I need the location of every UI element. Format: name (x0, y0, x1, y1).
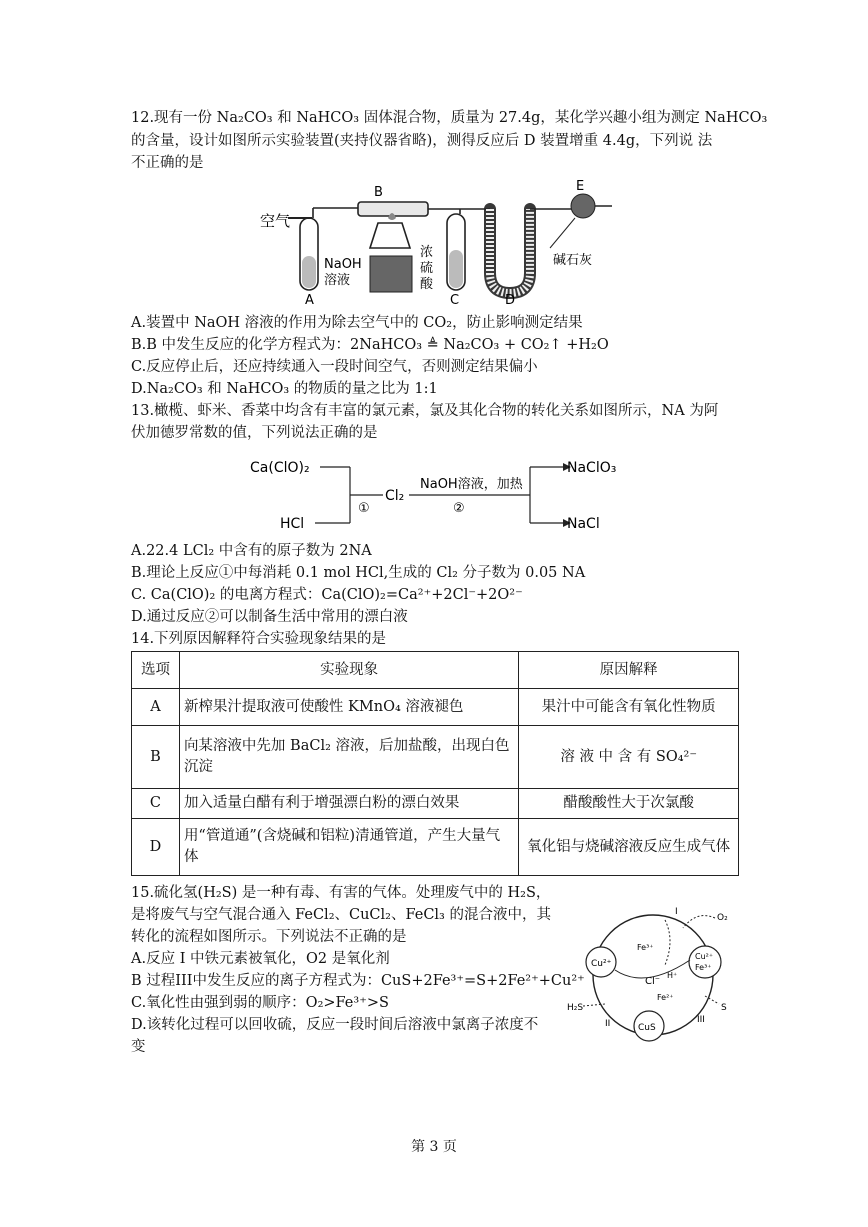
cl2-label: Cl₂ (385, 488, 405, 504)
cu-fe-label-fe: Fe³⁺ (695, 963, 712, 972)
cu-fe-node (689, 946, 721, 978)
q14-table (131, 651, 739, 876)
q12-stem-line2-end: 法 (697, 133, 713, 149)
row-reason: 果汁中可能含有氧化性物质 (519, 689, 739, 726)
q15-cycle-diagram (565, 900, 740, 1050)
fe3-label: Fe³⁺ (637, 943, 654, 952)
table-row (132, 819, 739, 876)
reaction-i-label: I (675, 907, 678, 917)
cus-label: CuS (638, 1023, 656, 1033)
reaction-iii-label: III (697, 1015, 705, 1025)
row-reason: 醋酸酸性大于次氯酸 (519, 789, 739, 819)
q14-stem: 14.下列原因解释符合实验现象结果的是 (131, 631, 387, 647)
row-option: C (132, 789, 180, 819)
row-phenomenon: 新榨果汁提取液可使酸性 KMnO₄ 溶液褪色 (179, 689, 518, 726)
q12-apparatus-figure (250, 178, 620, 308)
q15-option-a: A.反应 I 中铁元素被氧化，O2 是氧化剂 (131, 951, 390, 967)
q13-stem-line2: 伏加德罗常数的值，下列说法正确的是 (131, 425, 378, 441)
o2-label: O₂ (717, 913, 728, 923)
h2s-label: H₂S (567, 1003, 584, 1013)
page-footer: 第 3 页 (411, 1139, 457, 1155)
cu-label: Cu²⁺ (591, 959, 612, 969)
q13-stem-line1: 13.橄榄、虾米、香菜中均含有丰富的氯元素，氯及其化合物的转化关系如图所示，NA 为阿 (131, 403, 719, 419)
row-reason: 氧化铝与烧碱溶液反应生成气体 (519, 819, 739, 876)
q12-option-c: C.反应停止后，还应持续通入一段时间空气，否则测定结果偏小 (131, 359, 538, 375)
table-header-row (132, 652, 739, 689)
q13-option-a: A.22.4 LCl₂ 中含有的原子数为 2NA (131, 543, 372, 559)
step-1-label: ① (358, 501, 370, 516)
row-option: A (132, 689, 180, 726)
q15-stem-line1: 15.硫化氢(H₂S) 是一种有毒、有害的气体。处理废气中的 H₂S， (131, 885, 551, 901)
label-e: E (576, 179, 585, 194)
q12-stem-line2-main: 的含量，设计如图所示实验装置(夹持仪器省略)，测得反应后 D 装置增重 4.4g，下列说 (131, 133, 694, 149)
q12-option-d: D.Na₂CO₃ 和 NaHCO₃ 的物质的量之比为 1:1 (131, 381, 438, 397)
label-d: D (505, 293, 516, 308)
h-label: H⁺ (667, 971, 678, 980)
caclo2-label: Ca(ClO)₂ (250, 460, 310, 476)
naoh-label: NaOH (324, 257, 362, 272)
u-tube-d (490, 209, 530, 293)
reaction-ii-label: II (605, 1019, 611, 1029)
q13-option-d: D.通过反应②可以制备生活中常用的漂白液 (131, 609, 408, 625)
row-option: D (132, 819, 180, 876)
q15-stem-line2: 是将废气与空气混合通入 FeCl₂、CuCl₂、FeCl₃ 的混合液中，其 (131, 907, 551, 923)
q15-option-d-line2: 变 (131, 1039, 146, 1055)
q15-stem-line3: 转化的流程如图所示。下列说法不正确的是 (131, 929, 407, 945)
acid-label-2: 硫 (420, 261, 434, 276)
q12-stem-line3: 不正确的是 (131, 155, 204, 171)
q13-chlorine-diagram (245, 450, 625, 535)
q12-stem-line1: 12.现有一份 Na₂CO₃ 和 NaHCO₃ 固体混合物，质量为 27.4g，某化学兴趣小组为测定 NaHCO₃ (131, 110, 768, 126)
q12-option-b: B.B 中发生反应的化学方程式为：2NaHCO₃ ≜ Na₂CO₃ + CO₂↑ +H₂O (131, 337, 609, 353)
step-2-label: ② (453, 501, 465, 516)
q15-option-d-line1: D.该转化过程可以回收硫，反应一段时间后溶液中氯离子浓度不 (131, 1017, 539, 1033)
acid-label-1: 浓 (420, 245, 434, 260)
header-reason: 原因解释 (519, 652, 739, 689)
row-option: B (132, 726, 180, 789)
q15-option-b: B 过程III中发生反应的离子方程式为：CuS+2Fe³⁺=S+2Fe²⁺+Cu²⁺ (131, 973, 585, 989)
q12-stem-line2 (131, 130, 712, 152)
support-block (370, 256, 412, 292)
label-b: B (374, 185, 383, 200)
acid-label-3: 酸 (420, 277, 434, 292)
hcl-label: HCl (280, 516, 305, 532)
s-label: S (721, 1003, 727, 1013)
cu-fe-label-cu: Cu²⁺ (695, 952, 714, 961)
q15-option-c: C.氧化性由强到弱的顺序：O₂>Fe³⁺>S (131, 995, 389, 1011)
fe2-label: Fe²⁺ (657, 993, 674, 1002)
naoh-solution-label: 溶液 (324, 273, 351, 288)
q12-option-a: A.装置中 NaOH 溶液的作用为除去空气中的 CO₂，防止影响测定结果 (131, 315, 583, 331)
header-option: 选项 (132, 652, 180, 689)
alcohol-lamp (370, 223, 410, 248)
soda-lime-label: 碱石灰 (553, 253, 593, 268)
cl-label: Cl⁻ (645, 976, 661, 987)
row-phenomenon: 加入适量白醋有利于增强漂白粉的漂白效果 (179, 789, 518, 819)
row-phenomenon: 用“管道通”(含烧碱和铝粒)清通管道，产生大量气体 (179, 819, 518, 876)
row-phenomenon: 向某溶液中先加 BaCl₂ 溶液，后加盐酸，出现白色沉淀 (179, 726, 518, 789)
nacl-label: NaCl (567, 516, 600, 532)
drying-bulb-e (571, 194, 595, 218)
naclo3-label: NaClO₃ (567, 460, 617, 476)
header-phenomenon: 实验现象 (179, 652, 518, 689)
label-c: C (450, 293, 460, 308)
row-reason: 溶 液 中 含 有 SO₄²⁻ (519, 726, 739, 789)
naoh-heat-condition: NaOH溶液，加热 (420, 477, 523, 492)
label-a: A (305, 293, 314, 308)
air-label: 空气 (260, 212, 291, 230)
table-row (132, 726, 739, 789)
q13-option-b: B.理论上反应①中每消耗 0.1 mol HCl,生成的 Cl₂ 分子数为 0.05 NA (131, 565, 586, 581)
table-row (132, 789, 739, 819)
q13-option-c: C. Ca(ClO)₂ 的电离方程式：Ca(ClO)₂=Ca²⁺+2Cl⁻+2O²⁻ (131, 587, 523, 603)
table-row (132, 689, 739, 726)
